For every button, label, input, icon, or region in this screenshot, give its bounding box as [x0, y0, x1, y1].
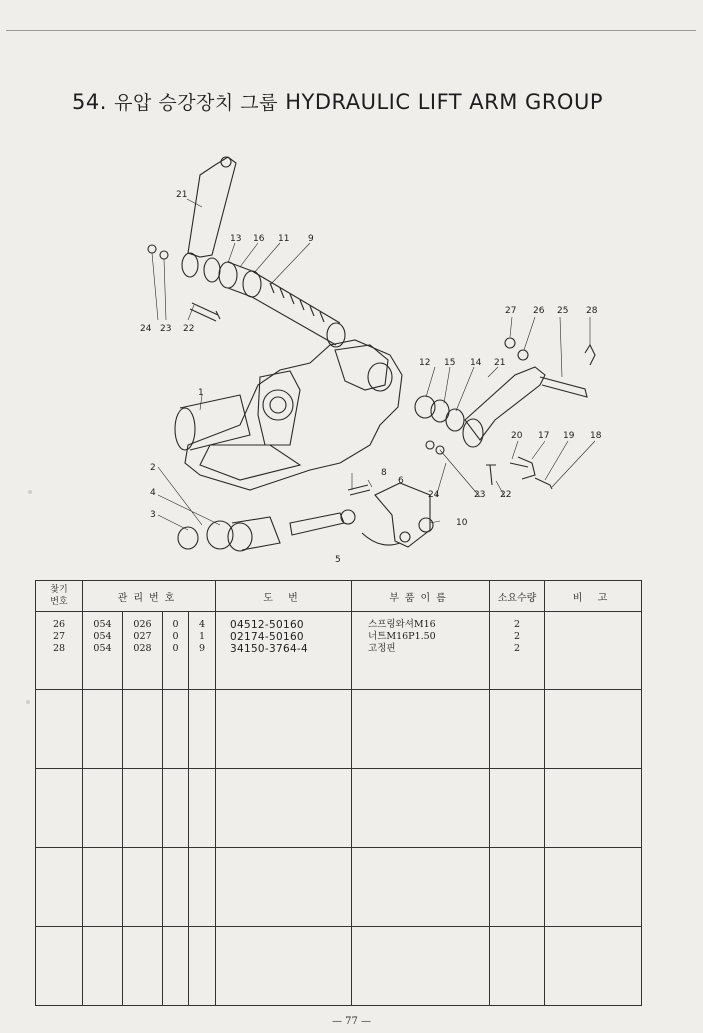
table-row-empty: [36, 848, 642, 927]
lift-housing: [185, 340, 402, 490]
callout-14: 14: [470, 358, 482, 368]
find-number-cell: 26 27 28: [52, 619, 66, 654]
callout-23-left: 23: [160, 324, 172, 334]
control-number-part1-cell: 054 054 054: [93, 619, 112, 654]
callout-16: 16: [253, 234, 265, 244]
header-control-number: 관리번호: [83, 581, 216, 612]
callout-28: 28: [586, 306, 598, 316]
left-arm-boss: [182, 253, 198, 277]
parts-table: [35, 580, 642, 1006]
lift-pin: [540, 377, 587, 397]
callout-24-right: 24: [428, 490, 440, 500]
table-header-row: [36, 581, 642, 612]
callout-26: 26: [533, 306, 545, 316]
callout-17: 17: [538, 431, 550, 441]
callout-11: 11: [278, 234, 290, 244]
paper-speck: [28, 490, 32, 494]
callout-27: 27: [505, 306, 517, 316]
page-title: [72, 88, 603, 115]
remarks-cell: [545, 612, 642, 690]
table-row-empty: [36, 690, 642, 769]
left-lift-arm-shape: [188, 157, 236, 257]
right-lift-arm-shape: [465, 367, 545, 440]
control-number-part2-cell: 026 027 028: [133, 619, 152, 654]
callout-4: 4: [150, 488, 156, 498]
callout-21-left: 21: [176, 190, 188, 200]
top-rule: [6, 30, 696, 31]
callout-22-right: 22: [500, 490, 512, 500]
header-quantity: 소요수량: [490, 581, 545, 612]
title-english: HYDRAULIC LIFT ARM GROUP: [285, 90, 603, 114]
header-drawing-number: 도 번: [216, 581, 352, 612]
callout-5: 5: [335, 555, 341, 565]
callout-23-right: 23: [474, 490, 486, 500]
table-row-empty: [36, 927, 642, 1006]
header-remarks: 비 고: [545, 581, 642, 612]
diagram-svg: [140, 145, 610, 575]
header-find-number: 찾기 번호: [36, 581, 83, 612]
callout-19: 19: [563, 431, 575, 441]
lift-cylinder: [180, 395, 250, 450]
quantity-cell: 2 2 2: [513, 619, 521, 654]
callout-24-left: 24: [140, 324, 152, 334]
callout-20: 20: [511, 431, 523, 441]
connecting-rod: [290, 513, 344, 535]
callout-12: 12: [419, 358, 431, 368]
callout-21-right: 21: [494, 358, 506, 368]
callout-18: 18: [590, 431, 602, 441]
title-number: 54.: [72, 90, 107, 114]
callout-15: 15: [444, 358, 456, 368]
drawing-number-cell: 04512-50160 02174-50160 34150-3764-4: [230, 619, 308, 655]
callout-25: 25: [557, 306, 569, 316]
control-number-part3-cell: 0 0 0: [172, 619, 179, 654]
callout-8: 8: [381, 468, 387, 478]
title-korean: 유압 승강장치 그룹: [114, 92, 279, 114]
header-part-name: 부품이름: [352, 581, 490, 612]
table-row: [36, 612, 642, 690]
page-number: — 77 —: [331, 1016, 372, 1027]
callout-10: 10: [456, 518, 468, 528]
table-row-empty: [36, 769, 642, 848]
callout-3: 3: [150, 510, 156, 520]
callout-6: 6: [398, 476, 404, 486]
callout-1: 1: [198, 388, 204, 398]
callout-22-left: 22: [183, 324, 195, 334]
ram-arm: [375, 483, 430, 547]
part-name-cell: 스프링와셔M16 너트M16P1.50 고정핀: [368, 619, 436, 654]
callout-13: 13: [230, 234, 242, 244]
control-number-part4-cell: 4 1 9: [198, 619, 206, 654]
callout-2: 2: [150, 463, 156, 473]
exploded-parts-diagram: [140, 145, 610, 575]
paper-speck: [26, 700, 30, 704]
callout-9: 9: [308, 234, 314, 244]
